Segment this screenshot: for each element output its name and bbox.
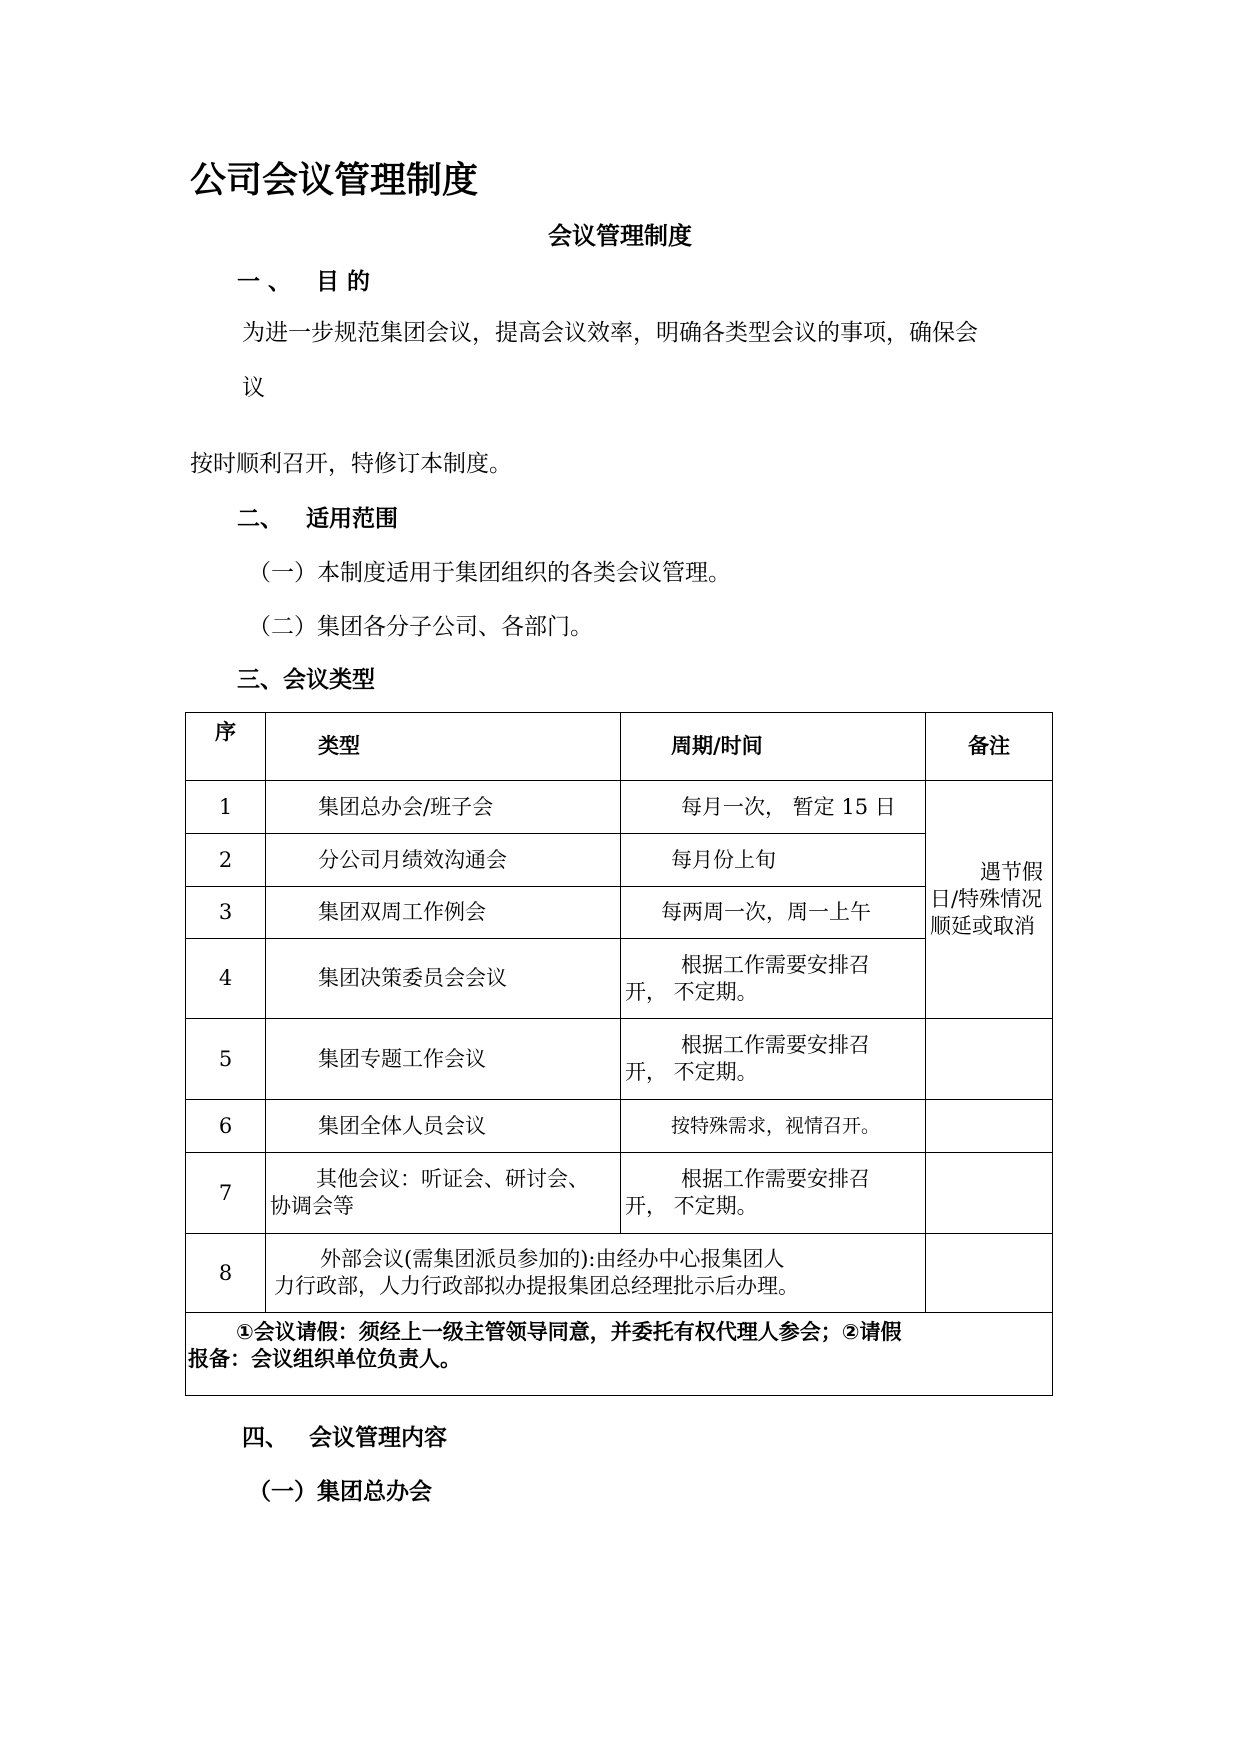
section-3-heading: 三、会议类型 bbox=[237, 667, 375, 693]
row-period-line1: 根据工作需要安排召 bbox=[681, 952, 870, 977]
row-period-text: 每月份上旬 bbox=[671, 847, 776, 872]
row-type bbox=[266, 1153, 621, 1234]
row-type: 集团双周工作例会 bbox=[266, 887, 621, 939]
row-period bbox=[621, 1153, 926, 1234]
note-merged-cell bbox=[926, 781, 1053, 1019]
header-period: 周期/时间 bbox=[621, 713, 926, 781]
note-merged-text: 遇节假日/特殊情况顺延或取消 bbox=[930, 860, 1043, 938]
section-2-item-2: （二）集团各分子公司、各部门。 bbox=[248, 614, 593, 640]
row-period-line1: 根据工作需要安排召 bbox=[681, 1033, 870, 1057]
footer-line1: ①会议请假：须经上一级主管领导同意，并委托有权代理人参会；②请假 bbox=[236, 1320, 902, 1344]
row-seq: 4 bbox=[186, 939, 266, 1019]
table-row bbox=[186, 1019, 1053, 1100]
row-period-text: 每月一次， 暂定 15 日 bbox=[681, 794, 896, 819]
row-period-text: 按特殊需求，视情召开。 bbox=[671, 1114, 881, 1137]
row-note-empty bbox=[926, 1019, 1053, 1100]
row-period bbox=[621, 1100, 926, 1153]
row-period bbox=[621, 834, 926, 887]
table-row bbox=[186, 781, 1053, 834]
row-seq: 8 bbox=[186, 1234, 266, 1313]
meeting-types-table bbox=[185, 712, 1053, 1396]
table-header-row bbox=[186, 713, 1053, 781]
row-type-line2: 协调会等 bbox=[270, 1194, 354, 1218]
row-type-line1: 外部会议(需集团派员参加的):由经办中心报集团人 bbox=[320, 1247, 785, 1271]
row-period bbox=[621, 1019, 926, 1100]
row-type-line1: 其他会议：听证会、研讨会、 bbox=[316, 1167, 589, 1191]
row-period bbox=[621, 887, 926, 939]
row-type: 集团决策委员会会议 bbox=[266, 939, 621, 1019]
section-1-number: 一 、 bbox=[237, 269, 292, 295]
section-2-heading: 适用范围 bbox=[306, 506, 398, 532]
row-period bbox=[621, 939, 926, 1019]
row-period bbox=[621, 781, 926, 834]
row-type: 集团专题工作会议 bbox=[266, 1019, 621, 1100]
section-1-heading: 目 的 bbox=[316, 269, 371, 295]
row-period-line2: 开， 不定期。 bbox=[625, 1194, 758, 1218]
row-note-empty bbox=[926, 1153, 1053, 1234]
table-footer-cell bbox=[186, 1313, 1053, 1396]
section-1-paragraph-line1: 为进一步规范集团会议，提高会议效率，明确各类型会议的事项，确保会 bbox=[242, 320, 978, 346]
header-note: 备注 bbox=[926, 713, 1053, 781]
row-type bbox=[266, 1234, 926, 1313]
document-title: 公司会议管理制度 bbox=[190, 160, 479, 201]
section-4-number: 四、 bbox=[242, 1425, 288, 1451]
row-seq: 1 bbox=[186, 781, 266, 834]
row-period-line2: 开， 不定期。 bbox=[625, 979, 758, 1004]
section-2-item-1: （一）本制度适用于集团组织的各类会议管理。 bbox=[248, 560, 731, 586]
section-4-subheading-1: （一）集团总办会 bbox=[248, 1479, 432, 1505]
footer-line2: 报备：会议组织单位负责人。 bbox=[188, 1347, 461, 1371]
row-note-empty bbox=[926, 1234, 1053, 1313]
table-row bbox=[186, 834, 1053, 887]
table-row bbox=[186, 1234, 1053, 1313]
row-type: 分公司月绩效沟通会 bbox=[266, 834, 621, 887]
table-footer-row bbox=[186, 1313, 1053, 1396]
row-note-empty bbox=[926, 1100, 1053, 1153]
row-type-line2: 力行政部，人力行政部拟办提报集团总经理批示后办理。 bbox=[274, 1274, 799, 1298]
table-row bbox=[186, 1153, 1053, 1234]
row-period-text: 每两周一次，周一上午 bbox=[661, 900, 871, 924]
row-seq: 2 bbox=[186, 834, 266, 887]
row-seq: 7 bbox=[186, 1153, 266, 1234]
header-type: 类型 bbox=[266, 713, 621, 781]
document-subtitle: 会议管理制度 bbox=[548, 222, 692, 250]
header-seq: 序 bbox=[186, 713, 266, 781]
table-row bbox=[186, 939, 1053, 1019]
table-row bbox=[186, 887, 1053, 939]
section-1-paragraph-line2: 议 bbox=[242, 375, 265, 401]
row-period-line2: 开， 不定期。 bbox=[625, 1060, 758, 1084]
row-seq: 6 bbox=[186, 1100, 266, 1153]
row-period-line1: 根据工作需要安排召 bbox=[681, 1167, 870, 1191]
row-seq: 5 bbox=[186, 1019, 266, 1100]
section-4-heading: 会议管理内容 bbox=[309, 1425, 447, 1451]
table-row bbox=[186, 1100, 1053, 1153]
section-1-paragraph-line3: 按时顺利召开，特修订本制度。 bbox=[190, 451, 512, 477]
row-type: 集团全体人员会议 bbox=[266, 1100, 621, 1153]
row-type: 集团总办会/班子会 bbox=[266, 781, 621, 834]
row-seq: 3 bbox=[186, 887, 266, 939]
section-2-number: 二、 bbox=[237, 506, 283, 532]
